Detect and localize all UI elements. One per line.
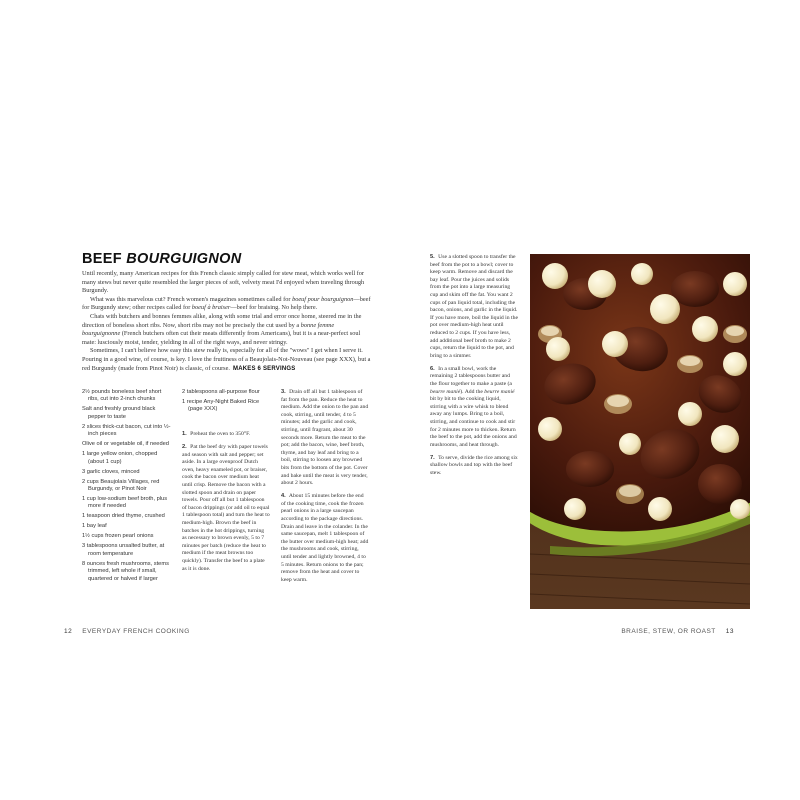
recipe-title-part2: BOURGUIGNON (126, 251, 242, 267)
ingredient-item: 2 tablespoons all-purpose flour (182, 389, 260, 395)
intro-p4-text: Sometimes, I can't believe how easy this stew really is, especially for all of the "wows" I get when I serve it. Pouring in a good wine, of course, is key. I love the fruitiness of a Beaujolais-Not-Nouveau (see page XXX), but a red Burgundy (made from Pinot Noir) is classic, of course. (82, 347, 371, 372)
step-2 (182, 444, 270, 573)
intro-p3-text: (French butchers often cut their meats differently from Americans), but it is a near-perfect soul mate: lusciously moist, tender, yielding in all of the right ways, and never stringy. (82, 330, 361, 346)
intro-p2-text: What was this marvelous cut? French women's magazines sometimes called for (90, 295, 293, 303)
step-3 (281, 389, 369, 488)
book-title: EVERYDAY FRENCH COOKING (82, 628, 190, 635)
ingredient-item: 2½ pounds boneless beef short ribs, cut into 2-inch chunks (82, 389, 162, 403)
step-7 (430, 455, 518, 478)
step-number: 6. (430, 365, 435, 372)
ingredient-item: 1 large yellow onion, chopped (about 1 cup) (82, 451, 158, 465)
ingredient-item: 3 tablespoons unsalted butter, at room temperature (82, 543, 165, 557)
method-steps-column-2 (281, 389, 369, 590)
intro-p2-italic-2: boeuf à braiser (191, 304, 231, 312)
stew-illustration (530, 254, 750, 609)
intro-p3-text: Chats with butchers and bonnes femmes alike, along with some trial and error once home, steered me in the direction of boneless short ribs. Now, short ribs may not be precisely the cut used by a (82, 312, 362, 329)
ingredient-item: 1 recipe Any-Night Baked Rice (page XXX) (182, 399, 260, 413)
intro-p2-text: —beef for braising. No help there. (230, 304, 318, 312)
step-text: In a small bowl, work the remaining 2 tablespoons butter and the flour together to make a paste (a (430, 365, 512, 387)
intro-paragraph-2 (82, 296, 372, 313)
ingredient-item: 1 teaspoon dried thyme, crushed (82, 513, 165, 520)
recipe-title-part1: BEEF (82, 251, 122, 267)
step-text: About 15 minutes before the end of the cooking time, cook the frozen pearl onions in a large saucepan according to the package directions. Drain and leave in the colander. In the same saucepan, melt 1 tablespoon of the butter over medium-high heat; add the mushrooms and cook, stirring, until tender and lightly browned, 4 to 5 minutes. Return onions to the pan; remove from the heat and cover to keep warm. (281, 493, 369, 583)
page-number-left: 12 (64, 628, 73, 635)
footer-left (64, 628, 190, 635)
step-number: 4. (281, 493, 286, 500)
step-1 (182, 431, 270, 439)
step-text: ). Add the (460, 388, 485, 395)
step-number: 1. (182, 431, 187, 437)
method-steps-column-1 (182, 431, 270, 579)
ingredient-item: 3 garlic cloves, minced (82, 468, 140, 475)
intro-paragraph-4 (82, 347, 372, 373)
intro-paragraph-1: Until recently, many American recipes for this French classic simply called for stew meat, which works well for many stews but never quite resembled the larger pieces of soft, velvety meat I'd enjoyed when traveling through Burgundy. (82, 270, 365, 295)
ingredient-item: 1 bay leaf (82, 523, 107, 530)
step-text: Pat the beef dry with paper towels and season with salt and pepper; set aside. In a large ovenproof Dutch oven, heavy enameled pot, or braiser, cook the bacon over medium heat until crisp. Remove the bacon with a slotted spoon and drain on paper towels. Pour off all but 1 tablespoon of bacon drippings (or add oil to equal 1 tablespoon total) and turn the heat to medium-high. Brown the beef in batches in the hot drippings, turning as necessary to brown evenly, 5 to 7 minutes per batch (reduce the heat to medium if the meat browns too quickly). Transfer the beef to a plate as it is done. (182, 444, 270, 572)
ingredient-item: Salt and freshly ground black pepper to taste (82, 406, 156, 420)
step-6 (430, 366, 518, 450)
step-text: Use a slotted spoon to transfer the beef from the pot to a bowl; cover to keep warm. Remove and discard the bay leaf. Pour the juices and solids from the pot into a large measuring cup and skim off the fat. You want 2 cups of pan liquid total, including the bacon, onions, and garlic in the liquid. If you have more, boil the liquid in the pot over medium-high heat until reduced to 2 cups. If you have less, add additional beef broth to make 2 cups, return the liquid to the pot, and bring to a simmer. (430, 254, 518, 359)
step-number: 3. (281, 389, 286, 395)
intro-paragraph-3 (82, 313, 372, 347)
step-text: Drain off all but 1 tablespoon of fat from the pan. Reduce the heat to medium. Add the onion to the pan and cook, stirring, until tender, 4 to 5 minutes; add the garlic and cook, stirring, until fragrant, about 30 seconds more. Return the meat to the pot; add the bacon, wine, beef broth, thyme, and bay leaf and bring to a boil, stirring to loosen any browned bits from the bottom of the pot. Cover and bake until the meat is very tender, about 2 hours. (281, 389, 369, 487)
step-italic: beurre manié (430, 388, 461, 395)
page-number-right: 13 (725, 628, 734, 635)
ingredients-column-2 (182, 389, 270, 416)
step-italic: beurre manié (484, 388, 515, 395)
step-text: Preheat the oven to 350°F. (190, 431, 251, 437)
step-5 (430, 254, 518, 360)
chapter-title: BRAISE, STEW, OR ROAST (621, 628, 716, 635)
intro-p2-italic-1: boeuf pour bourguignon (292, 295, 354, 303)
step-number: 2. (182, 444, 187, 451)
step-number: 7. (430, 454, 435, 461)
recipe-title (82, 251, 242, 267)
ingredient-item: 1½ cups frozen pearl onions (82, 533, 154, 540)
beef-bourguignon-photo (530, 254, 750, 609)
intro-p3-italic: bonne femme bourguignonne (82, 321, 335, 338)
ingredient-item: 2 slices thick-cut bacon, cut into ½-inch pieces (82, 423, 171, 438)
step-text: bit by bit to the cooking liquid, stirring with a wire whisk to blend away any lumps. Bring to a boil, stirring, and continue to cook and stir for 2 minutes more to thicken. Return the beef to the pot, add the onions and mushrooms, and heat through. (430, 396, 517, 448)
step-4 (281, 493, 369, 584)
servings-label: MAKES 6 SERVINGS (233, 365, 296, 372)
recipe-intro (82, 270, 372, 373)
ingredients-column-1 (82, 389, 172, 586)
intro-p2-text: —beef for Burgundy stew; other recipes called for (82, 295, 371, 312)
ingredient-item: 2 cups Beaujolais Villages, red Burgundy, or Pinot Noir (82, 478, 160, 493)
ingredient-item: 8 ounces fresh mushrooms, stems trimmed, left whole if small, quartered or halved if larger (82, 560, 169, 582)
step-number: 5. (430, 254, 435, 260)
step-text: To serve, divide the rice among six shallow bowls and top with the beef stew. (430, 454, 518, 477)
method-steps-column-3 (430, 254, 518, 483)
ingredient-item: 1 cup low-sodium beef broth, plus more if needed (82, 496, 168, 510)
footer-right (621, 628, 734, 635)
ingredient-item: Olive oil or vegetable oil, if needed (82, 441, 169, 448)
